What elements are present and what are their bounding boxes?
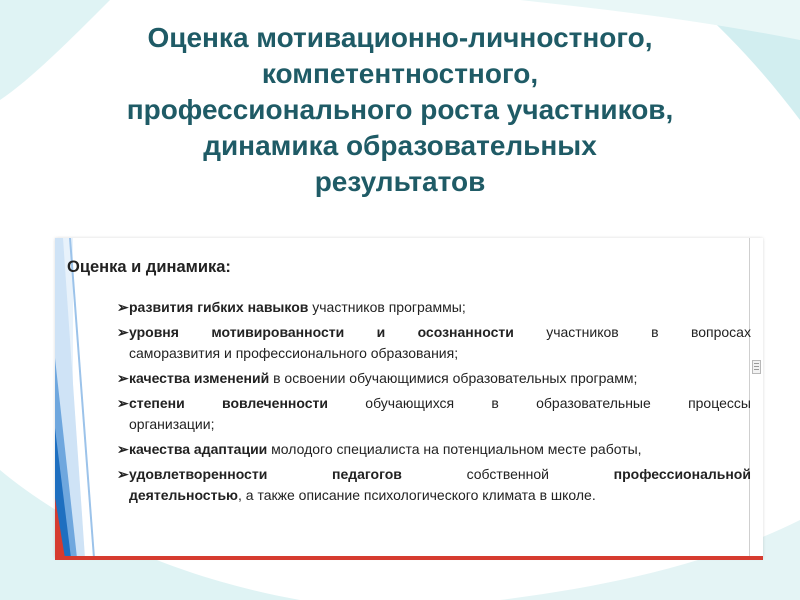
item-word: участников [546, 324, 619, 340]
title-line: динамика образовательных [203, 130, 597, 161]
bullet-arrow-icon: ➢ [117, 441, 129, 457]
item-word: обучающихся [365, 395, 455, 411]
title-line: компетентностного, [261, 58, 539, 89]
decorative-stripes [55, 238, 115, 558]
item-line [129, 297, 751, 318]
item-word: профессиональной [613, 466, 751, 482]
item-word: в [651, 324, 659, 340]
card-heading: Оценка и динамика: [67, 258, 231, 276]
item-line [129, 464, 751, 485]
item-text: молодого специалиста на потенциальном месте работы, [267, 441, 642, 457]
item-line [129, 439, 751, 460]
item-word: вопросах [690, 324, 751, 340]
item-line [129, 393, 751, 414]
item-word: образовательные [536, 395, 651, 411]
item-bold-text: качества изменений [129, 370, 270, 386]
item-word: вовлеченности [222, 395, 328, 411]
item-word: удовлетворенности [129, 466, 268, 482]
list-item [117, 439, 751, 460]
bullet-arrow-icon: ➢ [117, 370, 129, 386]
criteria-list [117, 297, 751, 510]
item-line [129, 368, 751, 389]
list-item [117, 464, 751, 506]
item-line: организации; [129, 416, 215, 432]
item-word: собственной [466, 466, 549, 482]
item-text: участников программы; [308, 299, 466, 315]
list-item [117, 322, 751, 364]
list-item [117, 393, 751, 435]
title-line: Оценка мотивационно-личностного, [147, 22, 653, 53]
item-word: процессы [688, 395, 751, 411]
scrollbar-thumb[interactable] [752, 360, 761, 374]
bullet-arrow-icon: ➢ [117, 466, 129, 482]
item-word: в [491, 395, 499, 411]
item-bold-text: качества адаптации [129, 441, 268, 457]
item-word: уровня [129, 324, 179, 340]
item-bold-text: деятельностью [129, 487, 239, 503]
item-line [129, 485, 751, 506]
item-bold-text: развития гибких навыков [129, 299, 309, 315]
item-word: осознанности [417, 324, 514, 340]
list-item [117, 368, 751, 389]
bullet-arrow-icon: ➢ [117, 324, 129, 340]
content-card [55, 238, 763, 558]
card-bottom-accent-bar [55, 556, 763, 560]
title-line: результатов [314, 166, 486, 197]
item-text: , а также описание психологического климата в школе. [238, 487, 596, 503]
item-line [129, 322, 751, 343]
list-item [117, 297, 751, 318]
item-word: мотивированности [211, 324, 345, 340]
bullet-arrow-icon: ➢ [117, 395, 129, 411]
item-word: и [376, 324, 386, 340]
title-line: профессионального роста участников, [126, 94, 674, 125]
bullet-arrow-icon: ➢ [117, 299, 129, 315]
item-text: в освоении обучающимися образовательных программ; [269, 370, 638, 386]
item-word: степени [129, 395, 185, 411]
item-line: саморазвития и профессионального образования; [129, 345, 459, 361]
item-word: педагогов [332, 466, 402, 482]
slide-title [40, 20, 760, 200]
